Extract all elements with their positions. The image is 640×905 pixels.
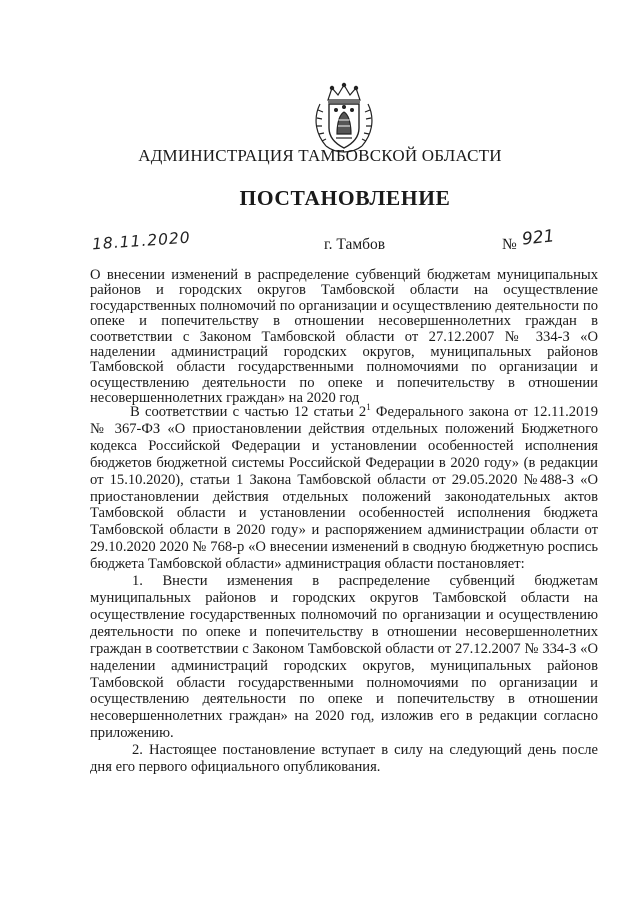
document-type-heading: ПОСТАНОВЛЕНИЕ [239, 186, 451, 210]
preamble-paragraph [90, 404, 598, 573]
city-label: г. Тамбов [324, 236, 386, 253]
resolution-item-2: 2. Настоящее постановление вступает в силу на следующий день после дня его первого официального опубликования. [90, 742, 598, 776]
article-superscript: 1 [366, 402, 371, 413]
handwritten-document-number: 921 [521, 226, 556, 250]
tambov-coat-of-arms-icon [312, 82, 376, 156]
document-subject: О внесении изменений в распределение субвенций бюджетам муниципальных районов и городских округов Тамбовской области на осуществление государственных полномочий по организации и осуществлению деятельности по опеке и попечительству в отношении несовершеннолетних граждан в соответствии с Законом Тамбовской области от 27.12.2007 № 334-З «О наделении администраций городских округов, муниципальных районов Тамбовской области государственными полномочиями по организации и осуществлению деятельности по опеке и попечительству в отношении несовершеннолетних граждан» на 2020 год [90, 267, 598, 407]
resolution-item-1: 1. Внести изменения в распределение субвенций бюджетам муниципальных районов и городских округов Тамбовской области на осуществление государственных полномочий по организации и осуществлению деятельности по опеке и попечительству в отношении несовершеннолетних граждан в соответствии с Законом Тамбовской области от 27.12.2007 № 334-З «О наделении администраций городских округов, муниципальных районов Тамбовской области государственными полномочиями по организации и осуществлению деятельности по опеке и попечительству в отношении несовершеннолетних граждан» на 2020 год, изложив его в редакции согласно приложению. [90, 573, 598, 742]
organization-title: АДМИНИСТРАЦИЯ ТАМБОВСКОЙ ОБЛАСТИ [138, 146, 502, 165]
preamble-text-start: В соответствии с частью 12 статьи 2 [130, 404, 367, 420]
document-number-label: № [502, 236, 517, 253]
preamble-text-rest: Федерального закона от 12.11.2019 № 367-ФЗ «О приостановлении действия отдельных положений Бюджетного кодекса Российской Федерации и установлении особенностей исполнения бюджетов бюджетной системы Российской Федерации в 2020 году» (в редакции от 15.10.2020), статьи 1 Закона Тамбовской области от 29.05.2020 №488-З «О приостановлении действия отдельных положений законодательных актов Тамбовской области и установлении особенностей исполнения бюджета Тамбовской области в 2020 году» и распоряжением администрации области от 29.10.2020 2020 № 768-р «О внесении изменений в сводную бюджетную роспись бюджета Тамбовской области» администрация области постановляет: [90, 404, 598, 573]
document-body [90, 404, 598, 776]
handwritten-date: 18.11.2020 [91, 228, 192, 254]
